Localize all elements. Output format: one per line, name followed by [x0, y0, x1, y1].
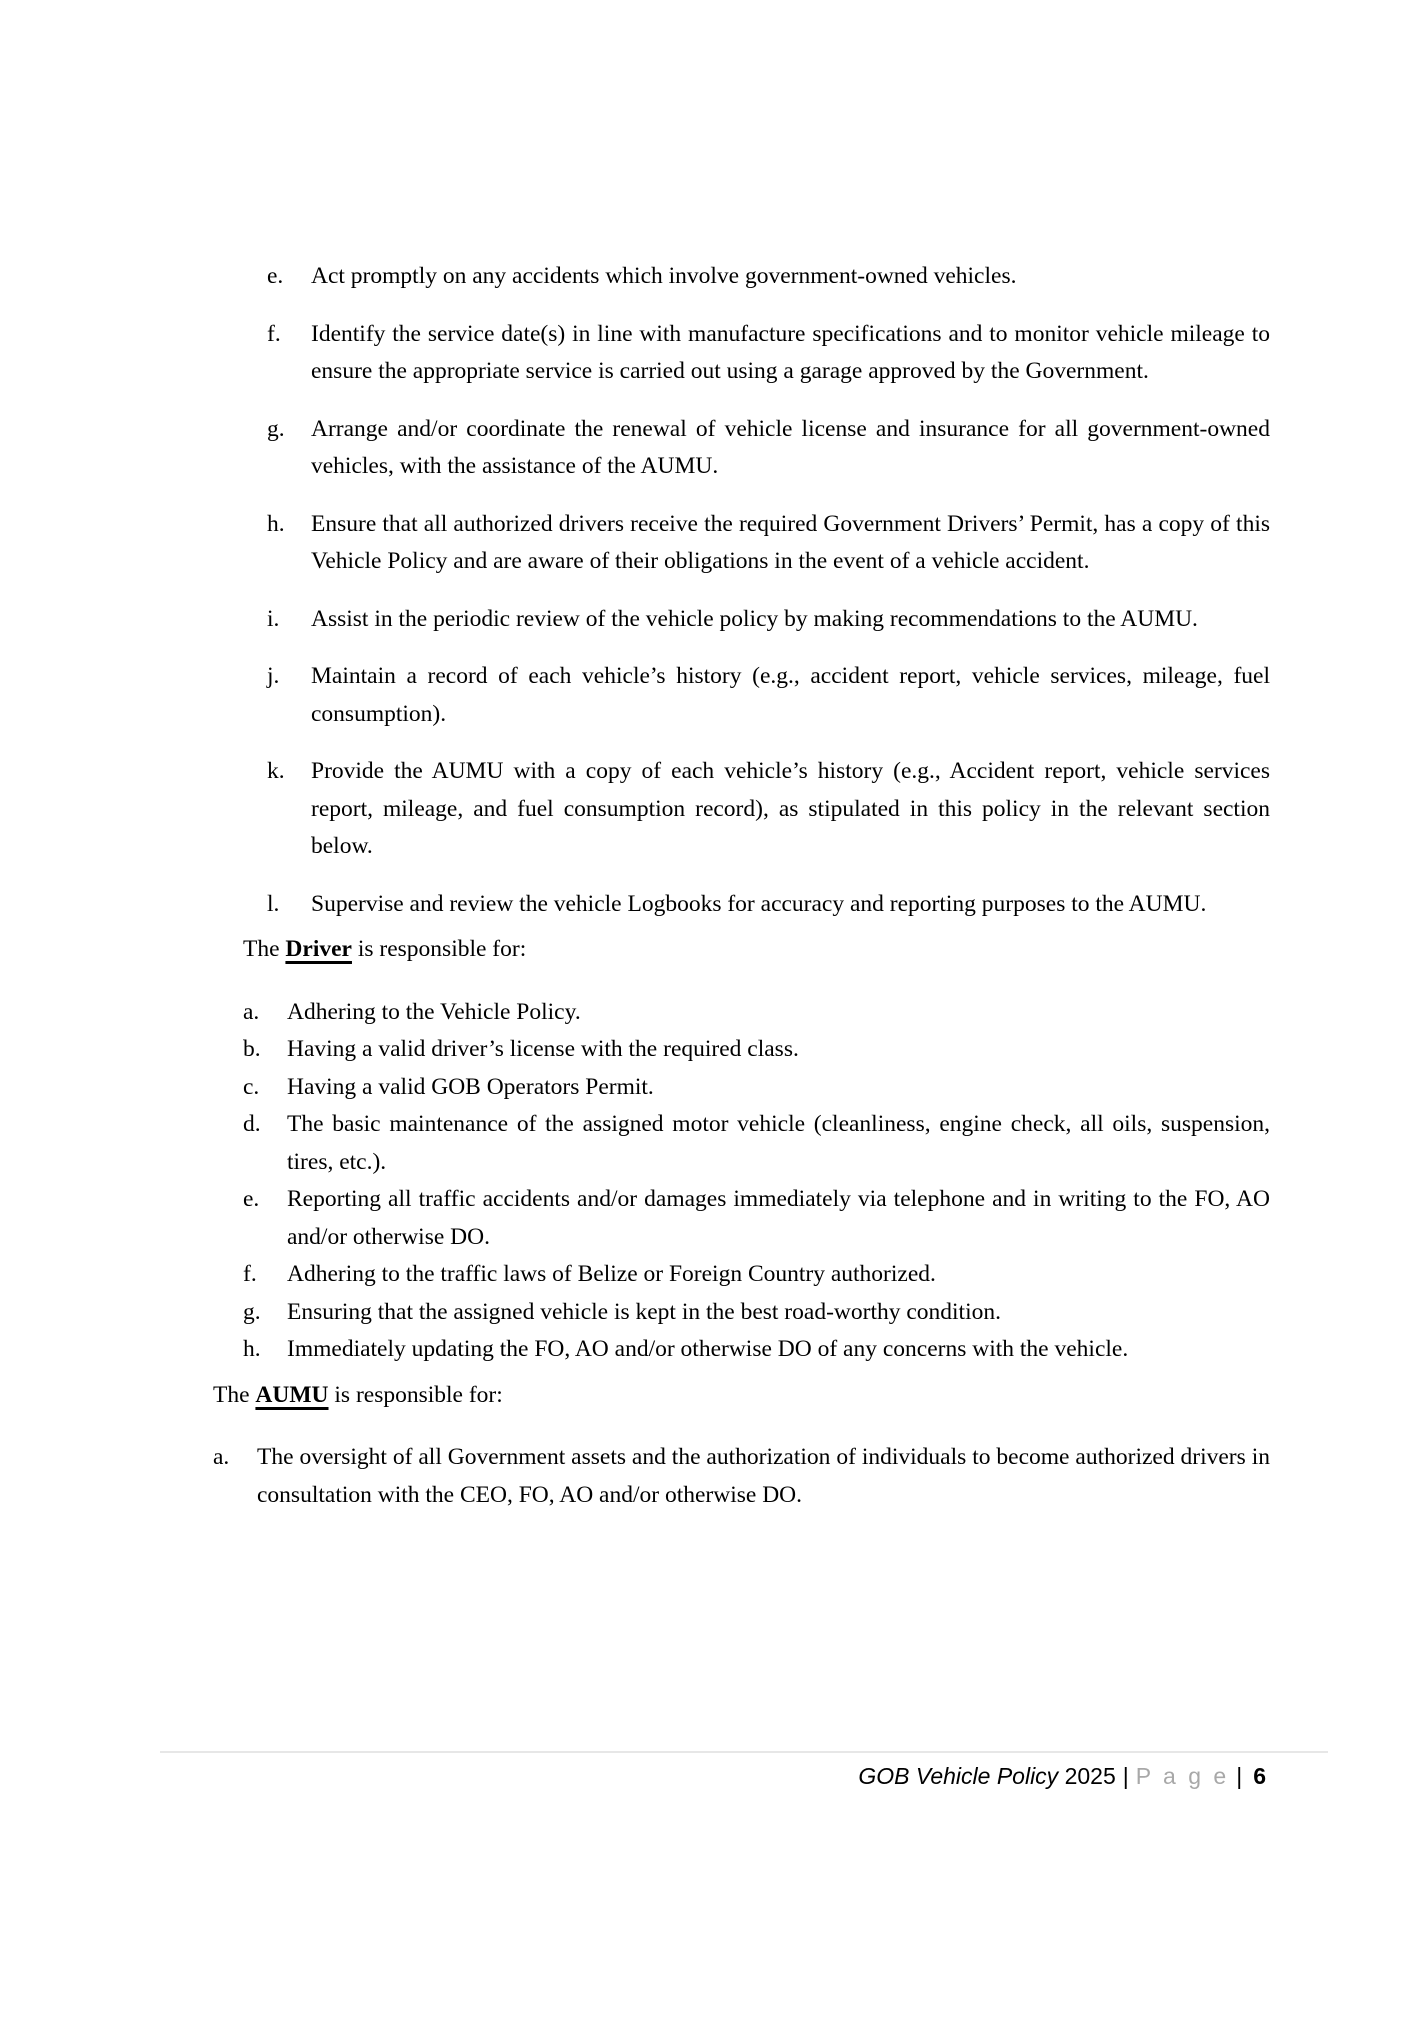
- footer-year: 2025: [1064, 1763, 1116, 1789]
- list-item-marker: c.: [243, 1073, 260, 1100]
- list-item-marker: j.: [267, 663, 280, 689]
- list-item-text: Maintain a record of each vehicle’s history (e.g., accident report, vehicle services, mileage, fuel consumption).: [311, 663, 1270, 727]
- list-item: [243, 994, 1270, 1032]
- driver-heading-suffix: is responsible for:: [351, 936, 527, 962]
- officer-responsibilities-list: [267, 258, 1270, 923]
- page-content: [162, 258, 1270, 1514]
- list-item-marker: e.: [243, 1186, 260, 1212]
- footer-document-title: GOB Vehicle Policy: [858, 1763, 1059, 1789]
- list-item: [267, 316, 1270, 391]
- list-item-text: Reporting all traffic accidents and/or damages immediately via telephone and in writing to the FO, AO and/or otherwise DO.: [287, 1186, 1270, 1250]
- aumu-responsibilities-list: [213, 1439, 1270, 1514]
- page-footer: [160, 1751, 1328, 1790]
- footer-page-word: P a g e: [1135, 1763, 1230, 1789]
- list-item: [243, 1294, 1270, 1332]
- driver-heading-prefix: The: [243, 936, 286, 962]
- list-item: [213, 1439, 1270, 1514]
- list-item-marker: i.: [267, 605, 280, 632]
- footer-separator: |: [1236, 1763, 1243, 1789]
- list-item-text: Adhering to the traffic laws of Belize or Foreign Country authorized.: [287, 1261, 936, 1287]
- driver-heading: [243, 931, 1270, 969]
- list-item: [267, 258, 1270, 296]
- footer-separator: |: [1122, 1763, 1129, 1789]
- list-item-text: Having a valid driver’s license with the required class.: [287, 1036, 799, 1062]
- footer-page-number: 6: [1253, 1763, 1266, 1789]
- list-item: [267, 411, 1270, 486]
- list-item-marker: f.: [267, 320, 281, 347]
- aumu-heading-suffix: is responsible for:: [328, 1381, 503, 1408]
- list-item: [267, 658, 1270, 733]
- aumu-term: AUMU: [255, 1381, 329, 1408]
- list-item-text: Ensure that all authorized drivers receive the required Government Drivers’ Permit, has a copy of this Vehicle Policy and are aware of their obligations in the event of a vehicle accident.: [311, 510, 1270, 574]
- list-item-text: Arrange and/or coordinate the renewal of vehicle license and insurance for all government-owned vehicles, with the assistance of the AUMU.: [311, 415, 1270, 479]
- list-item: [243, 1256, 1270, 1294]
- list-item-marker: h.: [243, 1336, 261, 1362]
- list-item: [243, 1106, 1270, 1181]
- list-item-marker: f.: [243, 1261, 257, 1287]
- list-item-marker: a.: [213, 1444, 230, 1470]
- list-item-marker: b.: [243, 1036, 261, 1062]
- aumu-heading-prefix: The: [213, 1381, 256, 1408]
- list-item-marker: h.: [267, 510, 285, 537]
- list-item-text: Provide the AUMU with a copy of each vehicle’s history (e.g., Accident report, vehicle services report, mileage, and fuel consumption record), as stipulated in this policy in the relevant section below.: [311, 758, 1270, 859]
- list-item-text: Identify the service date(s) in line with manufacture specifications and to monitor vehicle mileage to ensure the appropriate service is carried out using a garage approved by the Government.: [311, 320, 1270, 384]
- aumu-heading: [213, 1377, 1270, 1415]
- list-item-text: Assist in the periodic review of the vehicle policy by making recommendations to the AUMU.: [311, 605, 1198, 632]
- list-item: [243, 1331, 1270, 1369]
- driver-term: Driver: [285, 936, 352, 962]
- list-item-text: The basic maintenance of the assigned motor vehicle (cleanliness, engine check, all oils, suspension, tires, etc.).: [287, 1111, 1270, 1175]
- list-item-text: Ensuring that the assigned vehicle is kept in the best road-worthy condition.: [287, 1298, 1001, 1325]
- list-item-marker: g.: [267, 415, 285, 442]
- list-item-text: Having a valid GOB Operators Permit.: [287, 1073, 654, 1100]
- driver-responsibilities-list: [243, 994, 1270, 1369]
- list-item: [243, 1031, 1270, 1069]
- list-item-marker: d.: [243, 1111, 261, 1137]
- list-item: [243, 1069, 1270, 1107]
- list-item-text: Immediately updating the FO, AO and/or otherwise DO of any concerns with the vehicle.: [287, 1336, 1129, 1362]
- list-item-text: Adhering to the Vehicle Policy.: [287, 998, 581, 1025]
- list-item-marker: a.: [243, 998, 260, 1025]
- list-item: [243, 1181, 1270, 1256]
- list-item-marker: k.: [267, 758, 285, 784]
- list-item-marker: g.: [243, 1298, 261, 1325]
- list-item-marker: e.: [267, 263, 284, 289]
- list-item: [267, 886, 1270, 924]
- list-item-text: Supervise and review the vehicle Logbooks for accuracy and reporting purposes to the AUMU.: [311, 890, 1207, 917]
- list-item: [267, 506, 1270, 581]
- list-item: [267, 601, 1270, 639]
- list-item-text: Act promptly on any accidents which involve government-owned vehicles.: [311, 263, 1017, 289]
- list-item: [267, 753, 1270, 866]
- list-item-text: The oversight of all Government assets and the authorization of individuals to become authorized drivers in consultation with the CEO, FO, AO and/or otherwise DO.: [257, 1444, 1270, 1508]
- list-item-marker: l.: [267, 890, 280, 917]
